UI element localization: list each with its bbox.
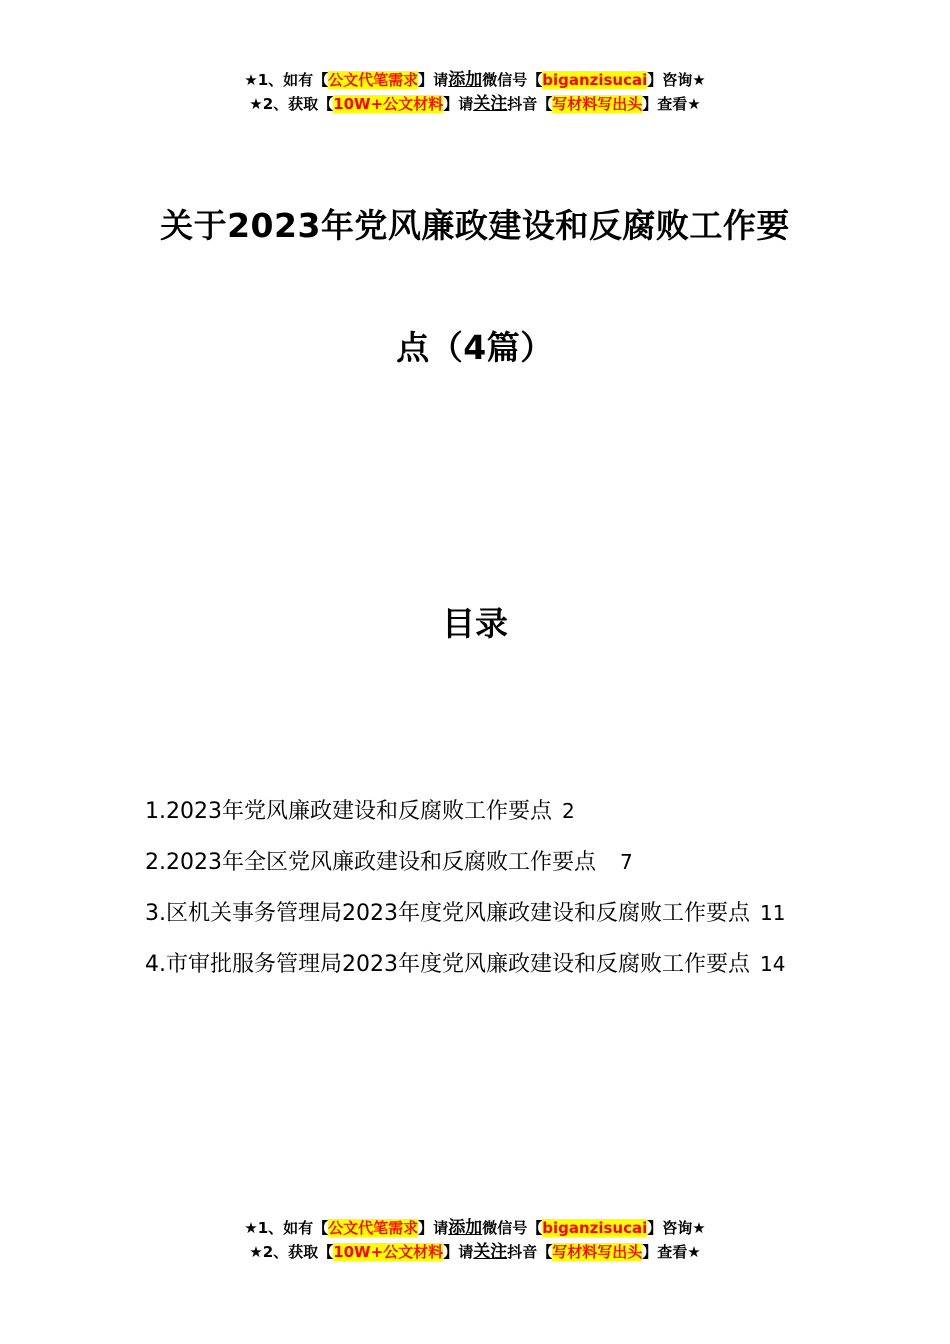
banner-text: 】咨询★	[647, 1219, 706, 1237]
banner-text: 抖音【	[507, 95, 553, 113]
toc-item-text: 2.2023年全区党风廉政建设和反腐败工作要点	[145, 850, 596, 875]
banner-underline: 关注	[473, 94, 508, 114]
header-banner	[0, 68, 950, 116]
banner-text: ★2、获取【	[249, 1243, 334, 1261]
banner-highlight: 写材料写出头	[552, 1243, 643, 1261]
toc-item-page: 2	[561, 799, 575, 823]
banner-highlight: 10W+公文材料	[333, 1243, 444, 1261]
toc-item[interactable]	[145, 888, 810, 939]
banner-text: 】查看★	[642, 1243, 701, 1261]
banner-underline: 关注	[473, 1242, 508, 1262]
toc-heading: 目录	[442, 604, 508, 643]
toc-item-page: 14	[759, 952, 786, 976]
banner-highlight: biganzisucai	[542, 71, 648, 89]
banner-text: 】请	[443, 95, 474, 113]
banner-text: 】查看★	[642, 95, 701, 113]
toc-item-page: 7	[619, 850, 633, 874]
toc-item[interactable]	[145, 837, 810, 888]
banner-text: 】请	[418, 1219, 449, 1237]
banner-text: 微信号【	[482, 71, 543, 89]
footer-banner	[0, 1216, 950, 1264]
banner-line-2	[0, 92, 950, 116]
banner-text: ★2、获取【	[249, 95, 334, 113]
banner-highlight: 写材料写出头	[552, 95, 643, 113]
banner-highlight: 公文代笔需求	[328, 1219, 419, 1237]
toc-item-text: 4.市审批服务管理局2023年度党风廉政建设和反腐败工作要点	[145, 952, 750, 977]
banner-underline: 添加	[448, 70, 483, 90]
document-title-line-1: 关于2023年党风廉政建设和反腐败工作要	[160, 206, 790, 245]
banner-text: 】请	[443, 1243, 474, 1261]
toc-item-text: 3.区机关事务管理局2023年度党风廉政建设和反腐败工作要点	[145, 901, 750, 926]
toc-item-text: 1.2023年党风廉政建设和反腐败工作要点	[145, 799, 552, 824]
document-title-line-2: 点（4篇）	[396, 328, 554, 367]
banner-text: 】请	[418, 71, 449, 89]
banner-text: 】咨询★	[647, 71, 706, 89]
toc-item[interactable]	[145, 939, 810, 990]
banner-highlight: 公文代笔需求	[328, 71, 419, 89]
banner-highlight: biganzisucai	[542, 1219, 648, 1237]
banner-line-1	[0, 1216, 950, 1240]
banner-text: 抖音【	[507, 1243, 553, 1261]
banner-text: 微信号【	[482, 1219, 543, 1237]
table-of-contents	[145, 786, 810, 990]
toc-item[interactable]	[145, 786, 810, 837]
banner-text: ★1、如有【	[244, 1219, 329, 1237]
banner-text: ★1、如有【	[244, 71, 329, 89]
banner-line-1	[0, 68, 950, 92]
banner-underline: 添加	[448, 1218, 483, 1238]
banner-highlight: 10W+公文材料	[333, 95, 444, 113]
toc-item-page: 11	[759, 901, 786, 925]
banner-line-2	[0, 1240, 950, 1264]
